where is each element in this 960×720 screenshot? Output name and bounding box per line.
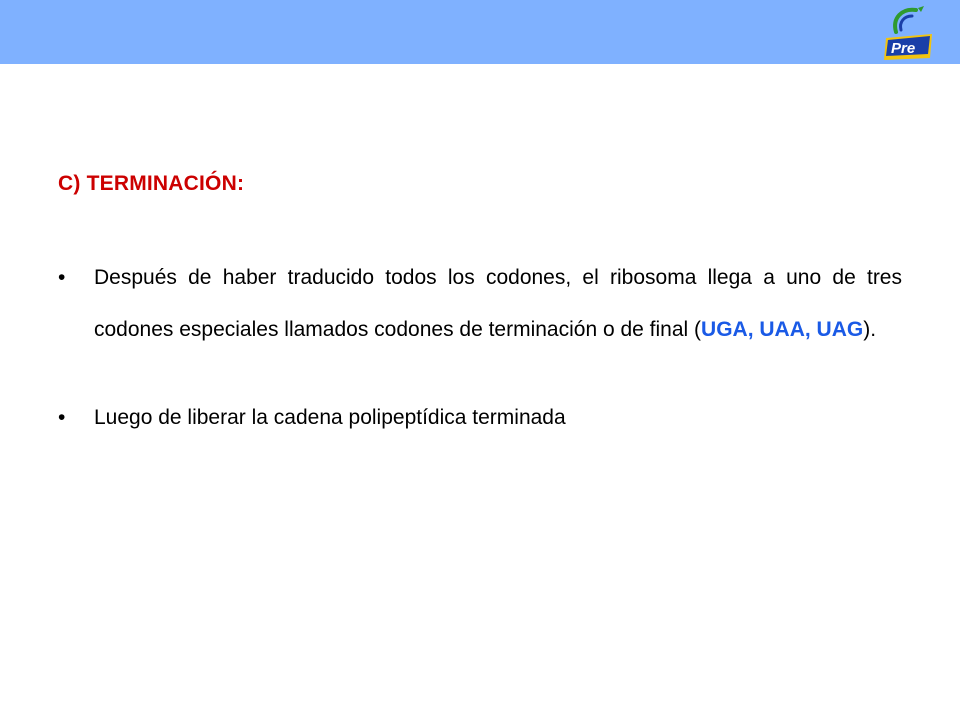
bullet-text-before: Después de haber traducido todos los codones, el ribosoma llega a uno de tres codones especiales llamados codones de terminación o de final ( xyxy=(94,266,902,341)
bullet-text-after: ). xyxy=(863,318,877,341)
bullet-marker: • xyxy=(58,266,66,289)
bullet-item xyxy=(58,392,902,444)
header-bar xyxy=(0,0,960,64)
slide-heading: C) TERMINACIÓN: xyxy=(58,172,245,195)
bullet-text: Luego de liberar la cadena polipeptídica terminada xyxy=(94,406,566,429)
logo-text: Pre xyxy=(891,40,916,57)
bullet-item xyxy=(58,252,902,356)
pre-logo xyxy=(882,4,934,62)
pre-logo-icon xyxy=(882,4,934,62)
bullet-marker: • xyxy=(58,406,66,429)
stop-codons: UGA, UAA, UAG xyxy=(701,318,864,341)
bullet-list xyxy=(58,252,902,444)
